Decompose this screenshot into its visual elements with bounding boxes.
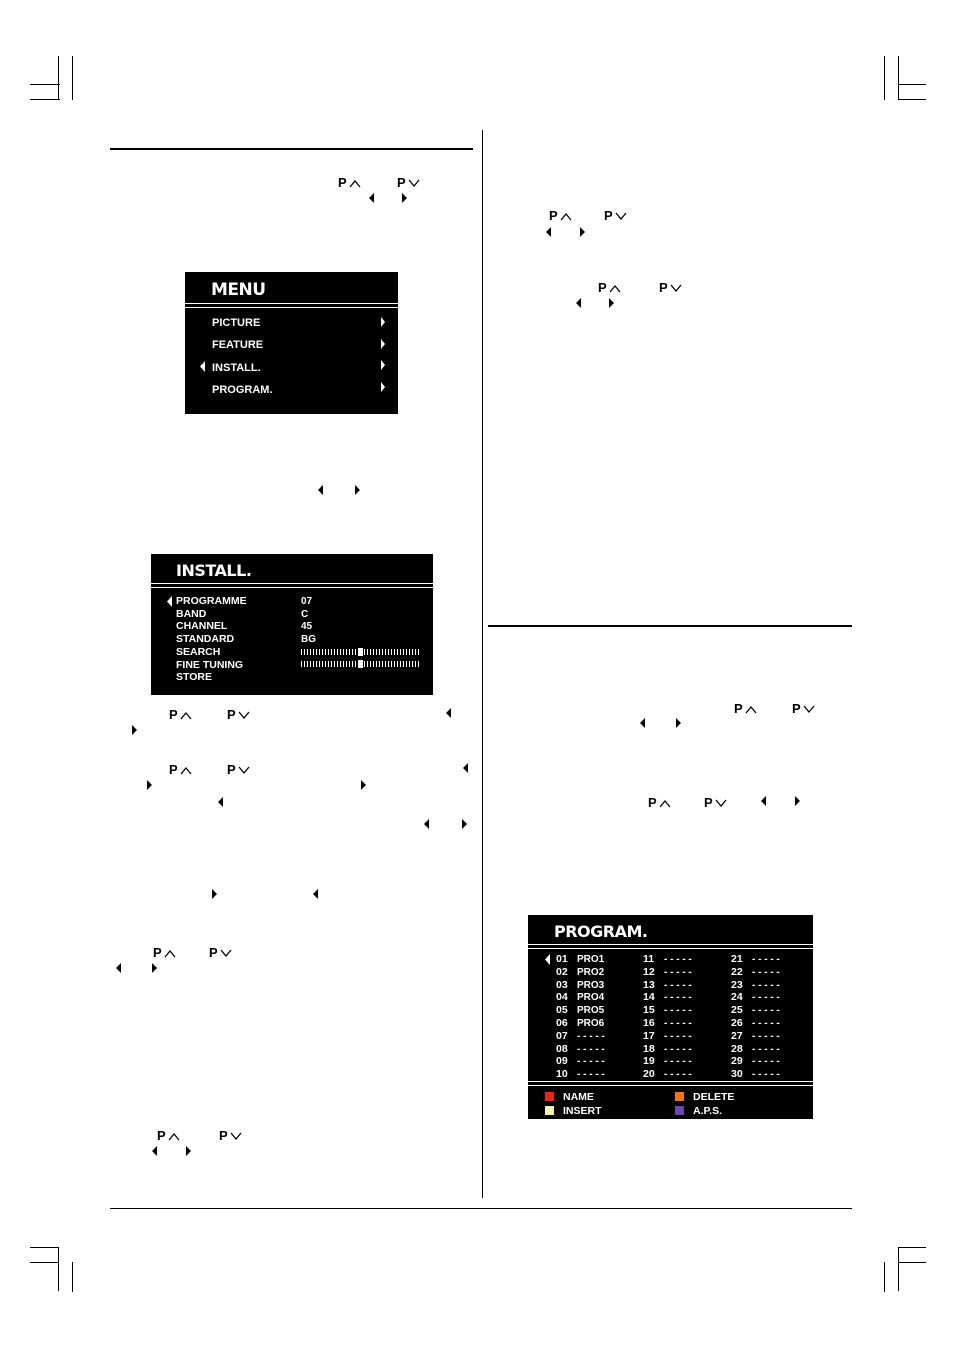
menu-title: MENU bbox=[211, 280, 266, 300]
program-name[interactable]: - - - - - bbox=[752, 1030, 780, 1042]
arrow-right-key-icon bbox=[212, 889, 217, 899]
p-down-key-icon bbox=[659, 281, 682, 295]
arrow-right-key-icon bbox=[355, 485, 360, 495]
arrow-right-key-icon bbox=[132, 725, 137, 735]
program-number[interactable]: 20 bbox=[643, 1068, 655, 1081]
program-name[interactable]: - - - - - bbox=[664, 1005, 692, 1017]
submenu-arrow-icon bbox=[381, 382, 385, 392]
p-up-key-icon bbox=[169, 763, 192, 777]
program-number[interactable]: 02 bbox=[556, 965, 568, 978]
key-label: P bbox=[604, 208, 613, 223]
key-label: P bbox=[169, 762, 178, 777]
program-name[interactable]: PRO4 bbox=[577, 992, 605, 1004]
submenu-arrow-icon bbox=[381, 317, 385, 327]
program-name[interactable]: - - - - - bbox=[664, 1030, 692, 1042]
p-down-key-icon bbox=[397, 176, 420, 190]
arrow-right-key-icon bbox=[361, 780, 366, 790]
p-up-key-icon bbox=[648, 796, 671, 810]
program-number[interactable]: 25 bbox=[731, 1004, 743, 1017]
program-number[interactable]: 05 bbox=[556, 1004, 568, 1017]
key-label: P bbox=[792, 701, 801, 716]
p-down-key-icon bbox=[604, 209, 627, 223]
program-number[interactable]: 13 bbox=[643, 978, 655, 991]
arrow-left-key-icon bbox=[463, 763, 468, 773]
program-name[interactable]: - - - - - bbox=[752, 1069, 780, 1081]
program-name[interactable]: - - - - - bbox=[664, 1018, 692, 1029]
submenu-arrow-icon bbox=[381, 339, 385, 349]
program-number[interactable]: 03 bbox=[556, 978, 568, 991]
install-row-value: 45 bbox=[301, 621, 313, 633]
install-row-label[interactable]: PROGRAMME bbox=[176, 595, 247, 607]
program-name[interactable]: - - - - - bbox=[577, 1030, 605, 1042]
key-label: P bbox=[157, 1128, 166, 1143]
program-number[interactable]: 19 bbox=[643, 1055, 655, 1068]
program-number[interactable]: 08 bbox=[556, 1042, 568, 1055]
arrow-left-key-icon bbox=[369, 193, 374, 203]
p-down-key-icon bbox=[792, 702, 815, 716]
program-name[interactable]: - - - - - bbox=[752, 1056, 780, 1068]
p-down-key-icon bbox=[704, 796, 727, 810]
arrow-left-key-icon bbox=[446, 708, 451, 718]
program-name[interactable]: PRO5 bbox=[577, 1005, 605, 1017]
program-number[interactable]: 09 bbox=[556, 1055, 568, 1068]
program-cursor-icon bbox=[545, 954, 550, 965]
submenu-arrow-icon bbox=[381, 360, 385, 370]
arrow-right-key-icon bbox=[676, 718, 681, 728]
menu-cursor-icon bbox=[200, 361, 205, 372]
legend-color-swatch bbox=[675, 1092, 684, 1101]
program-number[interactable]: 14 bbox=[643, 991, 655, 1004]
program-name[interactable]: - - - - - bbox=[664, 954, 692, 965]
install-cursor-icon bbox=[167, 596, 172, 607]
program-name[interactable]: PRO3 bbox=[577, 979, 605, 991]
menu-item-install[interactable]: INSTALL. bbox=[212, 362, 261, 374]
program-name[interactable]: - - - - - bbox=[664, 992, 692, 1004]
arrow-left-key-icon bbox=[318, 485, 323, 495]
program-name[interactable]: - - - - - bbox=[752, 1005, 780, 1017]
right-section-rule bbox=[488, 625, 852, 627]
menu-screen bbox=[185, 272, 398, 414]
arrow-left-key-icon bbox=[761, 796, 766, 806]
arrow-right-key-icon bbox=[402, 193, 407, 203]
install-row-label[interactable]: CHANNEL bbox=[176, 620, 228, 633]
legend-color-swatch bbox=[545, 1106, 554, 1115]
left-section-rule bbox=[110, 148, 473, 150]
legend-label: INSERT bbox=[563, 1105, 602, 1117]
arrow-right-key-icon bbox=[795, 796, 800, 806]
key-label: P bbox=[659, 280, 668, 295]
legend-color-swatch bbox=[545, 1092, 554, 1101]
arrow-left-key-icon bbox=[640, 718, 645, 728]
install-title: INSTALL. bbox=[176, 561, 252, 580]
install-row-label[interactable]: STANDARD bbox=[176, 633, 235, 646]
program-number[interactable]: 01 bbox=[556, 953, 568, 965]
program-name[interactable]: PRO1 bbox=[577, 954, 605, 965]
install-row-label[interactable]: FINE TUNING bbox=[176, 658, 244, 671]
key-label: P bbox=[704, 795, 713, 810]
program-number[interactable]: 29 bbox=[731, 1055, 743, 1068]
install-row-label[interactable]: BAND bbox=[176, 607, 207, 620]
p-down-key-icon bbox=[227, 708, 250, 722]
program-name[interactable]: - - - - - bbox=[664, 1069, 692, 1081]
key-label: P bbox=[397, 175, 406, 190]
program-name[interactable]: - - - - - bbox=[577, 1069, 605, 1081]
program-name[interactable]: - - - - - bbox=[752, 966, 780, 978]
program-number[interactable]: 24 bbox=[731, 991, 743, 1004]
program-number[interactable]: 12 bbox=[643, 965, 655, 978]
menu-item-picture[interactable]: PICTURE bbox=[212, 317, 261, 329]
program-number[interactable]: 27 bbox=[731, 1029, 743, 1042]
legend-label: DELETE bbox=[693, 1091, 735, 1103]
p-up-key-icon bbox=[153, 946, 176, 960]
program-name[interactable]: - - - - - bbox=[577, 1056, 605, 1068]
program-number[interactable]: 21 bbox=[731, 953, 743, 965]
program-name[interactable]: - - - - - bbox=[752, 992, 780, 1004]
search-level-bar[interactable] bbox=[301, 649, 421, 655]
program-title: PROGRAM. bbox=[554, 922, 648, 941]
legend-color-swatch bbox=[675, 1106, 684, 1115]
program-name[interactable]: - - - - - bbox=[664, 1043, 692, 1055]
program-number[interactable]: 26 bbox=[731, 1017, 743, 1029]
key-label: P bbox=[209, 945, 218, 960]
arrow-right-key-icon bbox=[186, 1146, 191, 1156]
program-name[interactable]: - - - - - bbox=[664, 1056, 692, 1068]
menu-item-feature[interactable]: FEATURE bbox=[212, 339, 264, 351]
program-number[interactable]: 22 bbox=[731, 965, 743, 978]
install-screen bbox=[151, 554, 433, 695]
program-name[interactable]: - - - - - bbox=[664, 966, 692, 978]
program-screen bbox=[528, 915, 813, 1119]
program-name[interactable]: PRO6 bbox=[577, 1018, 605, 1029]
install-row-label[interactable]: STORE bbox=[176, 671, 212, 684]
key-label: P bbox=[648, 795, 657, 810]
p-up-key-icon bbox=[157, 1129, 180, 1143]
program-name[interactable]: - - - - - bbox=[664, 979, 692, 991]
key-label: P bbox=[153, 945, 162, 960]
menu-item-program[interactable]: PROGRAM. bbox=[212, 384, 273, 396]
key-label: P bbox=[338, 175, 347, 190]
arrow-right-key-icon bbox=[580, 227, 585, 237]
program-number[interactable]: 06 bbox=[556, 1017, 568, 1029]
program-name[interactable]: - - - - - bbox=[752, 1043, 780, 1055]
program-number[interactable]: 10 bbox=[556, 1068, 568, 1081]
program-number[interactable]: 16 bbox=[643, 1017, 655, 1029]
program-number[interactable]: 30 bbox=[731, 1068, 743, 1081]
arrow-right-key-icon bbox=[152, 963, 157, 973]
key-label: P bbox=[169, 707, 178, 722]
arrow-left-key-icon bbox=[546, 227, 551, 237]
p-down-key-icon bbox=[227, 763, 250, 777]
install-row-value: 07 bbox=[301, 596, 313, 607]
program-name[interactable]: - - - - - bbox=[577, 1043, 605, 1055]
key-label: P bbox=[219, 1128, 228, 1143]
arrow-right-key-icon bbox=[462, 819, 467, 829]
program-name[interactable]: - - - - - bbox=[752, 954, 780, 965]
program-number[interactable]: 23 bbox=[731, 978, 743, 991]
arrow-left-key-icon bbox=[424, 819, 429, 829]
p-up-key-icon bbox=[734, 702, 757, 716]
footer-rule bbox=[110, 1208, 852, 1209]
program-number[interactable]: 11 bbox=[643, 953, 655, 965]
legend-label: A.P.S. bbox=[693, 1105, 722, 1117]
arrow-left-key-icon bbox=[576, 298, 581, 308]
p-up-key-icon bbox=[169, 708, 192, 722]
install-row-value: BG bbox=[301, 634, 316, 646]
p-up-key-icon bbox=[338, 176, 361, 190]
install-row-label[interactable]: SEARCH bbox=[176, 645, 221, 658]
key-label: P bbox=[227, 762, 236, 777]
legend-label: NAME bbox=[563, 1091, 594, 1103]
arrow-left-key-icon bbox=[152, 1146, 157, 1156]
program-number[interactable]: 18 bbox=[643, 1042, 655, 1055]
program-name[interactable]: PRO2 bbox=[577, 966, 605, 978]
program-number[interactable]: 28 bbox=[731, 1042, 743, 1055]
p-up-key-icon bbox=[549, 209, 572, 223]
p-down-key-icon bbox=[209, 946, 232, 960]
program-number[interactable]: 15 bbox=[643, 1004, 655, 1017]
program-number[interactable]: 04 bbox=[556, 991, 568, 1004]
arrow-right-key-icon bbox=[609, 298, 614, 308]
arrow-left-key-icon bbox=[218, 797, 223, 807]
program-name[interactable]: - - - - - bbox=[752, 979, 780, 991]
program-number[interactable]: 17 bbox=[643, 1029, 655, 1042]
program-name[interactable]: - - - - - bbox=[752, 1018, 780, 1029]
key-label: P bbox=[734, 701, 743, 716]
arrow-left-key-icon bbox=[116, 963, 121, 973]
key-label: P bbox=[598, 280, 607, 295]
p-down-key-icon bbox=[219, 1129, 242, 1143]
p-up-key-icon bbox=[598, 281, 621, 295]
fine-tuning-level-bar[interactable] bbox=[301, 661, 421, 667]
key-label: P bbox=[227, 707, 236, 722]
key-label: P bbox=[549, 208, 558, 223]
arrow-right-key-icon bbox=[147, 780, 152, 790]
column-divider bbox=[482, 130, 483, 1198]
arrow-left-key-icon bbox=[313, 889, 318, 899]
install-row-value: C bbox=[301, 608, 309, 620]
program-number[interactable]: 07 bbox=[556, 1029, 568, 1042]
